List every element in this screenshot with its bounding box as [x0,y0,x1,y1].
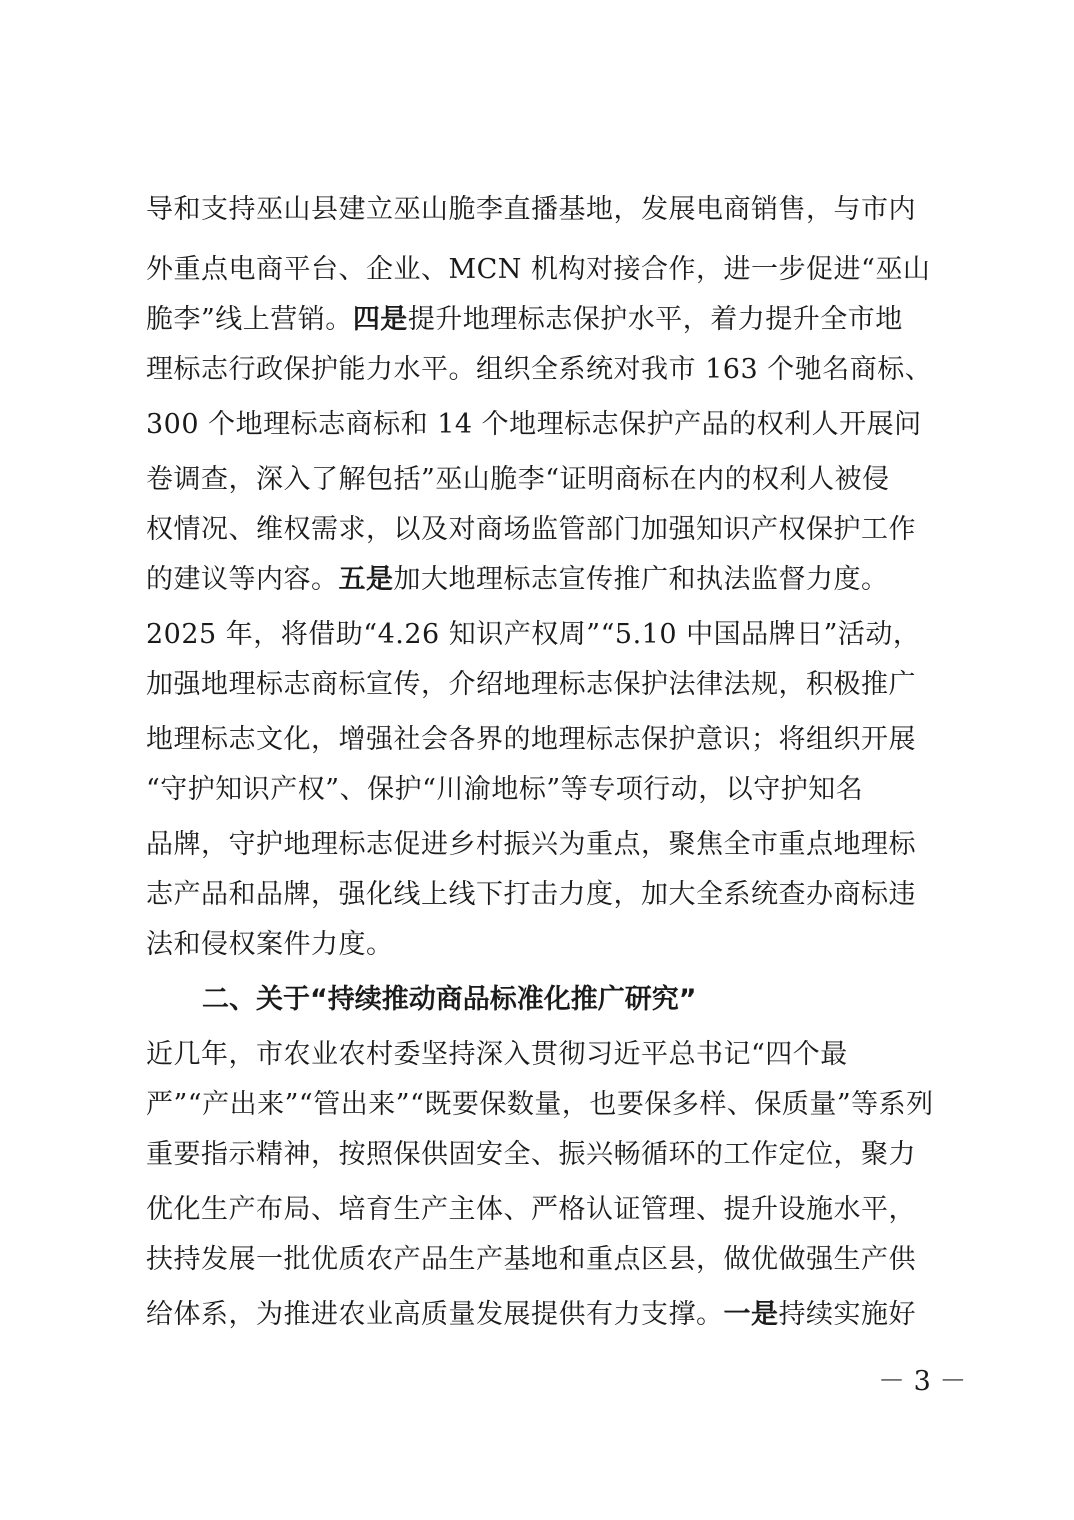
body-line: 2025 年，将借助“4.26 知识产权周”“5.10 中国品牌日”活动， [146,619,921,650]
bold-marker: 四是 [352,304,408,335]
bold-marker: 五是 [338,564,394,595]
body-line: 导和支持巫山县建立巫山脆李直播基地，发展电商销售，与市内 [146,194,916,225]
body-text: 给体系，为推进农业高质量发展提供有力支撑。 [146,1299,724,1330]
body-line: 权情况、维权需求，以及对商场监管部门加强知识产权保护工作 [146,514,916,545]
page-number: － 3 － [878,1366,967,1397]
body-line: 近几年，市农业农村委坚持深入贯彻习近平总书记“四个最 [146,1039,848,1070]
body-line: 300 个地理标志商标和 14 个地理标志保护产品的权利人开展问 [146,409,922,440]
body-line: 地理标志文化，增强社会各界的地理标志保护意识；将组织开展 [146,724,916,755]
body-line: 优化生产布局、培育生产主体、严格认证管理、提升设施水平， [146,1194,916,1225]
body-line: “守护知识产权”、保护“川渝地标”等专项行动，以守护知名 [146,774,864,805]
body-text: 的建议等内容。 [146,564,339,595]
section-heading: 二、关于“持续推动商品标准化推广研究” [202,984,697,1015]
body-line [146,1295,946,1335]
body-line: 品牌，守护地理标志促进乡村振兴为重点，聚焦全市重点地理标 [146,829,916,860]
body-line: 重要指示精神，按照保供固安全、振兴畅循环的工作定位，聚力 [146,1139,916,1170]
body-text: 持续实施好 [778,1299,916,1330]
body-line: 严”“产出来”“管出来”“既要保数量，也要保多样、保质量”等系列 [146,1089,934,1120]
body-line [146,560,946,600]
body-line: 理标志行政保护能力水平。组织全系统对我市 163 个驰名商标、 [146,354,933,385]
body-line: 志产品和品牌，强化线上线下打击力度，加大全系统查办商标违 [146,879,916,910]
bold-marker: 一是 [723,1299,779,1330]
body-text: 脆李”线上营销。 [146,304,353,335]
body-line: 加强地理标志商标宣传，介绍地理标志保护法律法规，积极推广 [146,669,916,700]
body-line: 法和侵权案件力度。 [146,929,394,960]
body-line: 扶持发展一批优质农产品生产基地和重点区县，做优做强生产供 [146,1244,916,1275]
body-line: 外重点电商平台、企业、MCN 机构对接合作，进一步促进“巫山 [146,254,931,285]
body-line [146,300,946,340]
body-line: 卷调查，深入了解包括”巫山脆李“证明商标在内的权利人被侵 [146,464,890,495]
body-text: 加大地理标志宣传推广和执法监督力度。 [393,564,889,595]
body-text: 提升地理标志保护水平，着力提升全市地 [407,304,903,335]
